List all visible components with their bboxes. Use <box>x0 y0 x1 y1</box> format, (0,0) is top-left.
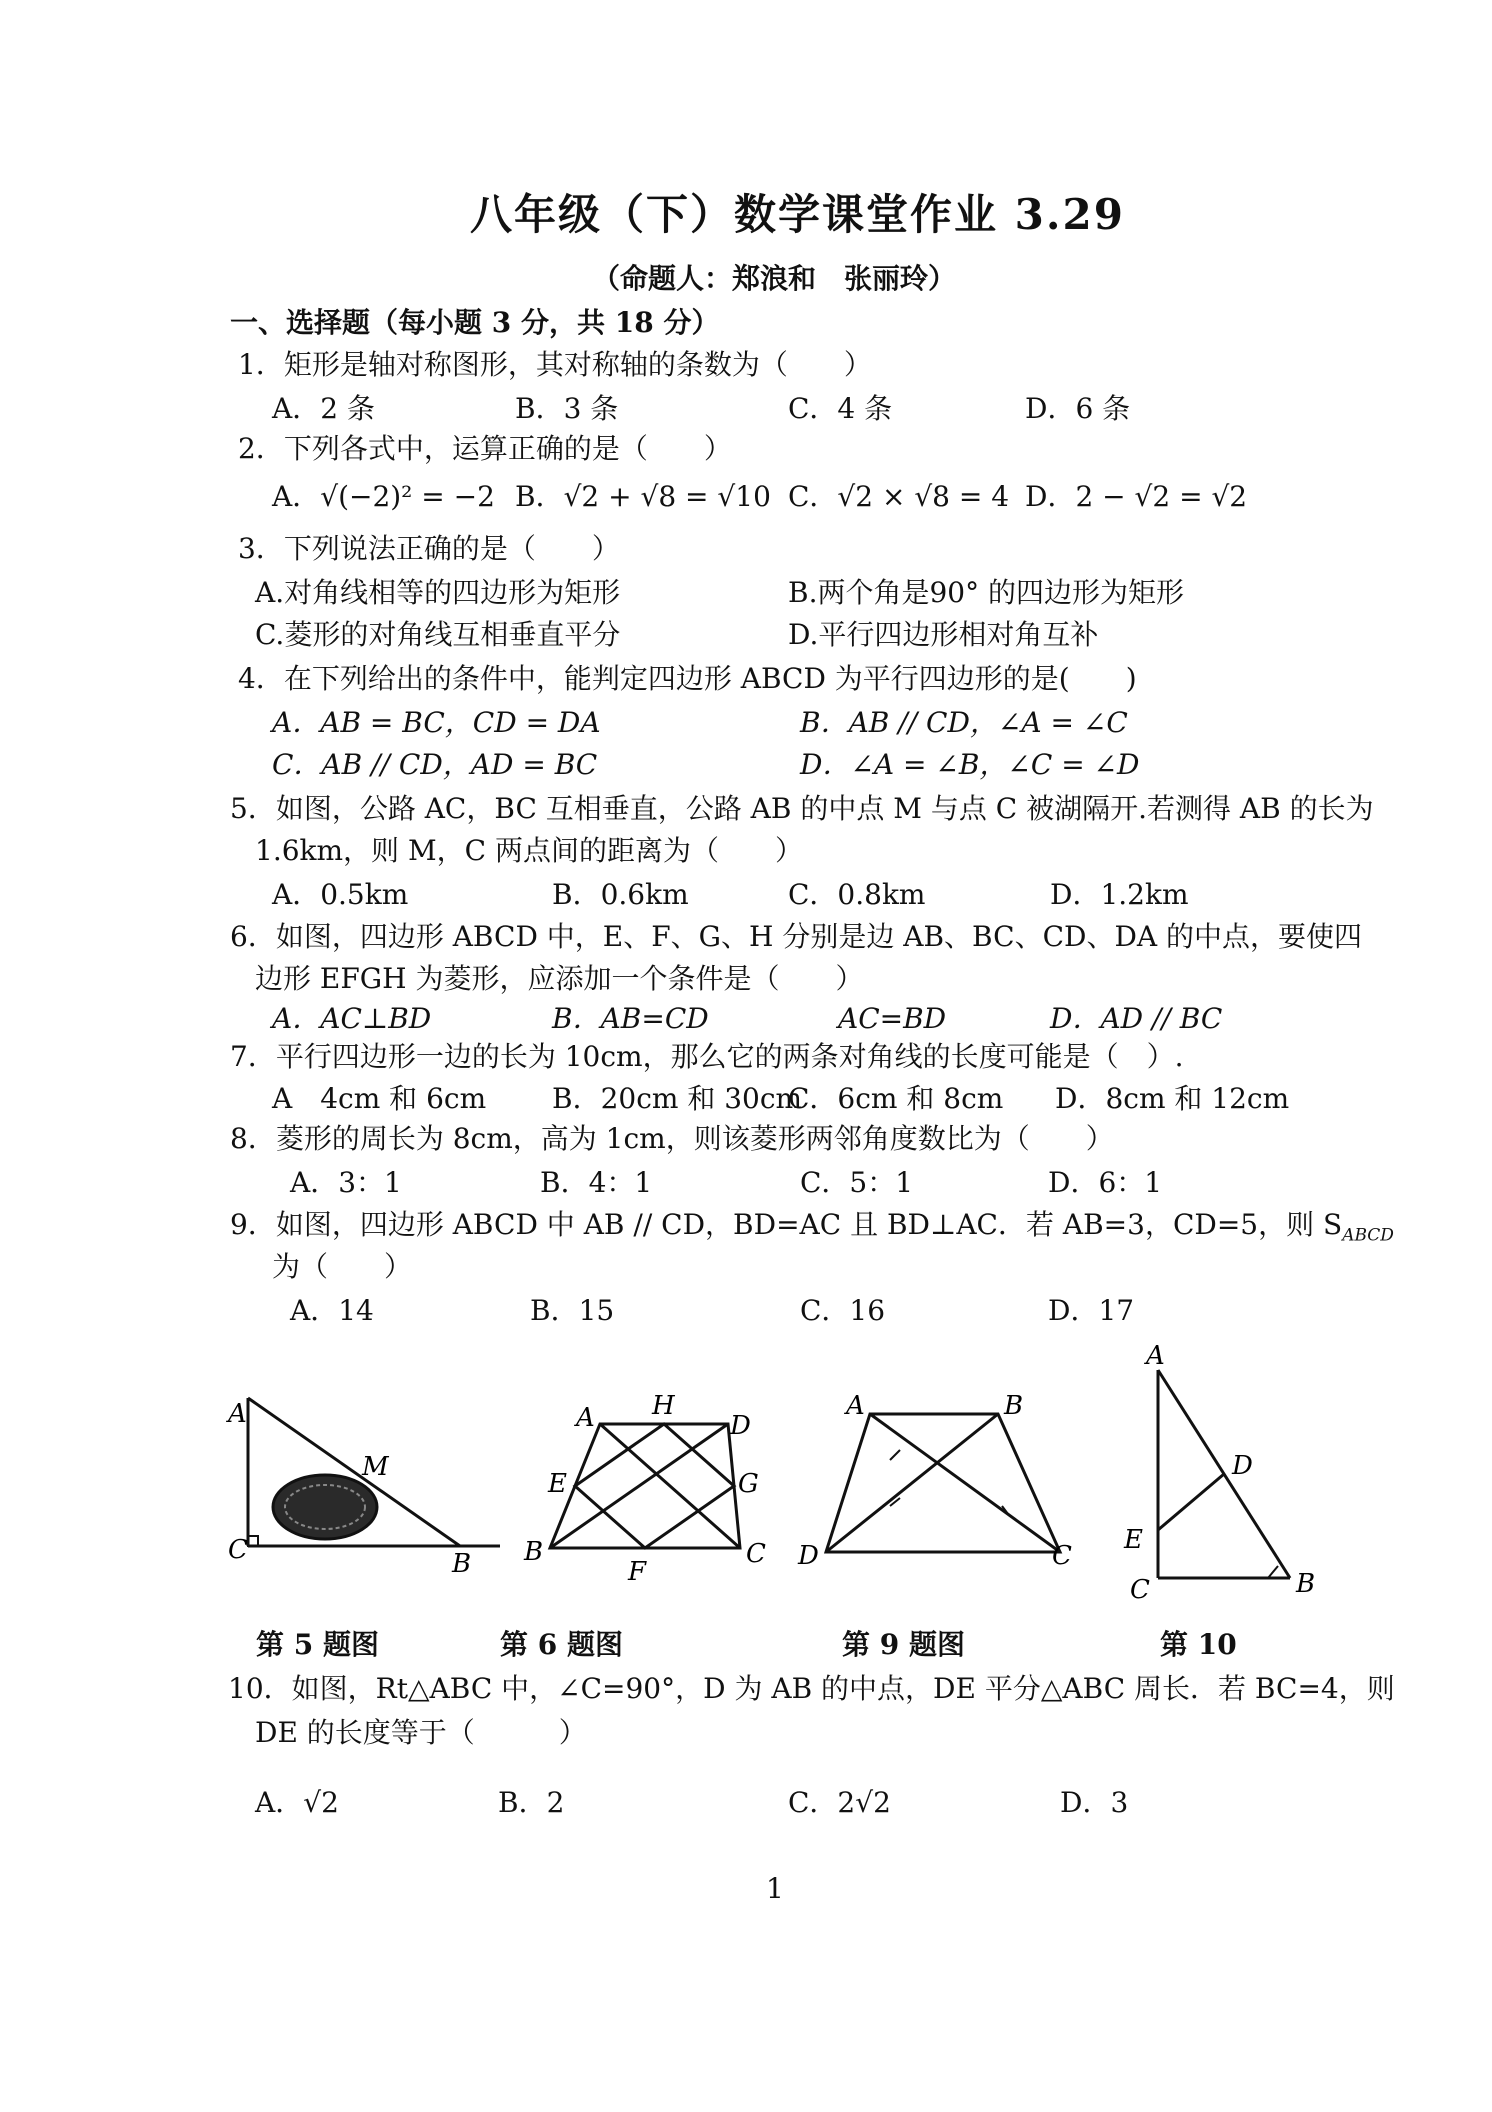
question-4-option-b: B．AB // CD，∠A = ∠C <box>800 706 1128 739</box>
question-5-option-a: A．0.5km <box>272 878 409 911</box>
fig10-label-d: D <box>1232 1451 1253 1481</box>
question-3-option-a: A.对角线相等的四边形为矩形 <box>255 576 621 609</box>
fig10-label-e: E <box>1124 1525 1143 1555</box>
fig6-label-d: D <box>730 1411 751 1441</box>
fig6-label-f: F <box>628 1557 647 1587</box>
question-5-stem-cont: 1.6km，则 M，C 两点间的距离为（ ） <box>255 834 803 867</box>
figure-9 <box>790 1380 1080 1600</box>
question-3-option-d: D.平行四边形相对角互补 <box>788 618 1099 651</box>
question-3-stem: 3．下列说法正确的是（ ） <box>238 532 620 565</box>
question-10-stem-cont: DE 的长度等于（ ） <box>255 1716 587 1749</box>
question-3-option-c: C.菱形的对角线互相垂直平分 <box>255 618 621 651</box>
question-7-option-a: A 4cm 和 6cm <box>272 1082 487 1115</box>
question-1-option-a: A．2 条 <box>272 392 375 425</box>
fig9-label-c: C <box>1052 1541 1072 1571</box>
fig9-label-a: A <box>846 1391 865 1421</box>
figure-10 <box>1110 1340 1320 1620</box>
fig9-label-d: D <box>798 1541 819 1571</box>
question-4-option-c: C．AB // CD，AD = BC <box>272 748 598 781</box>
figure-caption-6: 第 6 题图 <box>500 1628 623 1661</box>
fig5-label-a: A <box>228 1399 247 1429</box>
figure-caption-5: 第 5 题图 <box>256 1628 379 1661</box>
figure-caption-10: 第 10 <box>1160 1628 1237 1661</box>
question-8-option-a: A．3：1 <box>290 1166 402 1199</box>
page-title: 八年级（下）数学课堂作业 3.29 <box>470 190 1125 239</box>
question-5-option-b: B．0.6km <box>552 878 689 911</box>
question-7-option-d: D．8cm 和 12cm <box>1055 1082 1290 1115</box>
fig5-label-c: C <box>228 1535 248 1565</box>
question-9-stem-text: 9．如图，四边形 ABCD 中 AB // CD，BD=AC 且 BD⊥AC．若 AB=3，CD=5，则 S <box>230 1208 1343 1241</box>
question-5-stem: 5．如图，公路 AC，BC 互相垂直，公路 AB 的中点 M 与点 C 被湖隔开.若测得 AB 的长为 <box>230 792 1374 825</box>
question-7-stem: 7．平行四边形一边的长为 10cm，那么它的两条对角线的长度可能是（ ）. <box>230 1040 1184 1073</box>
question-10-option-d: D．3 <box>1060 1786 1129 1819</box>
question-9-option-a: A．14 <box>290 1294 374 1327</box>
question-6-stem-cont: 边形 EFGH 为菱形，应添加一个条件是（ ） <box>255 962 864 995</box>
fig5-label-b: B <box>452 1549 472 1579</box>
question-6-option-b: B．AB=CD <box>552 1002 709 1035</box>
question-1-option-b: B．3 条 <box>515 392 619 425</box>
question-1-option-c: C．4 条 <box>788 392 893 425</box>
fig5-label-m: M <box>362 1452 389 1482</box>
section-heading: 一、选择题（每小题 3 分，共 18 分） <box>230 306 720 339</box>
fig10-label-b: B <box>1296 1569 1316 1599</box>
fig6-label-e: E <box>548 1469 567 1499</box>
question-6-stem: 6．如图，四边形 ABCD 中，E、F、G、H 分别是边 AB、BC、CD、DA 的中点，要使四 <box>230 920 1363 953</box>
question-5-option-d: D．1.2km <box>1050 878 1189 911</box>
question-8-option-d: D．6：1 <box>1048 1166 1163 1199</box>
question-10-stem: 10．如图，Rt△ABC 中，∠C=90°，D 为 AB 的中点，DE 平分△ABC 周长．若 BC=4，则 <box>228 1672 1395 1705</box>
fig6-label-h: H <box>652 1391 675 1421</box>
question-10-option-a: A．√2 <box>255 1786 339 1819</box>
question-9-stem-cont: 为（ ） <box>272 1250 413 1283</box>
figure-caption-9: 第 9 题图 <box>842 1628 965 1661</box>
question-6-option-d: D．AD // BC <box>1050 1002 1223 1035</box>
question-9-option-b: B．15 <box>530 1294 615 1327</box>
question-9-stem <box>230 1208 1394 1253</box>
question-8-option-c: C．5：1 <box>800 1166 914 1199</box>
question-2-stem: 2．下列各式中，运算正确的是（ ） <box>238 432 732 465</box>
question-7-option-c: C．6cm 和 8cm <box>788 1082 1004 1115</box>
fig10-label-a: A <box>1146 1341 1165 1371</box>
question-10-option-c: C．2√2 <box>788 1786 891 1819</box>
question-6-option-a: A．AC⊥BD <box>272 1002 432 1035</box>
page-number: 1 <box>766 1872 784 1905</box>
fig6-label-c: C <box>746 1539 766 1569</box>
fig6-label-b: B <box>524 1537 544 1567</box>
question-8-option-b: B．4：1 <box>540 1166 653 1199</box>
question-9-option-d: D．17 <box>1048 1294 1135 1327</box>
question-2-option-c: C．√2 × √8 = 4 <box>788 480 1010 513</box>
question-9-area-subscript: ABCD <box>1342 1225 1394 1246</box>
question-4-stem: 4．在下列给出的条件中，能判定四边形 ABCD 为平行四边形的是( ) <box>238 662 1137 695</box>
fig9-label-b: B <box>1004 1391 1024 1421</box>
question-1-option-d: D．6 条 <box>1025 392 1131 425</box>
figure-5 <box>220 1380 510 1580</box>
fig6-label-g: G <box>738 1469 759 1499</box>
question-9-option-c: C．16 <box>800 1294 886 1327</box>
question-2-option-a: A．√(−2)² = −2 <box>272 480 495 513</box>
fig6-label-a: A <box>576 1403 595 1433</box>
question-4-option-d: D．∠A = ∠B，∠C = ∠D <box>800 748 1140 781</box>
fig10-label-c: C <box>1130 1575 1150 1605</box>
question-10-option-b: B．2 <box>498 1786 565 1819</box>
question-7-option-b: B．20cm 和 30cm <box>552 1082 803 1115</box>
question-3-option-b: B.两个角是90° 的四边形为矩形 <box>788 576 1185 609</box>
question-6-option-c: AC=BD <box>838 1002 947 1035</box>
authors-line: （命题人：郑浪和 张丽玲） <box>592 262 957 295</box>
question-4-option-a: A．AB = BC，CD = DA <box>272 706 601 739</box>
figure-6 <box>510 1380 780 1600</box>
question-2-option-d: D．2 − √2 = √2 <box>1025 480 1248 513</box>
question-8-stem: 8．菱形的周长为 8cm，高为 1cm，则该菱形两邻角度数比为（ ） <box>230 1122 1114 1155</box>
question-2-option-b: B．√2 + √8 = √10 <box>515 480 771 513</box>
question-5-option-c: C．0.8km <box>788 878 926 911</box>
question-1-stem: 1．矩形是轴对称图形，其对称轴的条数为（ ） <box>238 348 872 381</box>
